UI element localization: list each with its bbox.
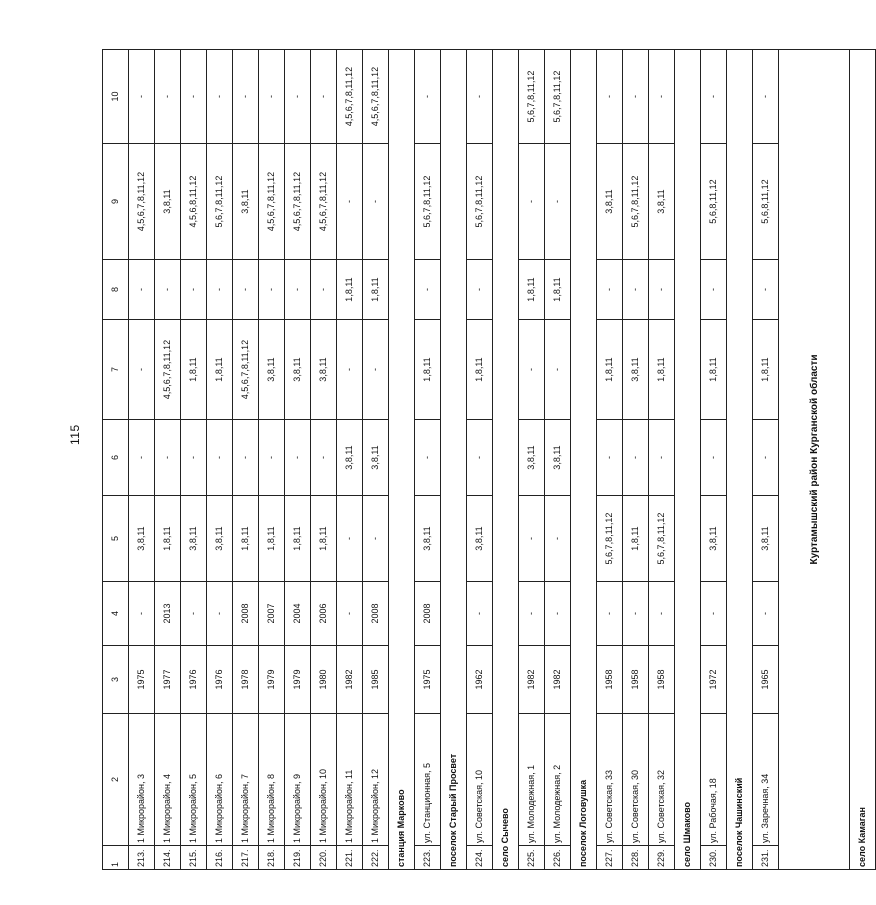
row-number: 226.	[545, 846, 571, 870]
table-cell: 4,5,6,7,8,11,12	[337, 50, 363, 144]
row-number: 230.	[701, 846, 727, 870]
table-cell: 2007	[259, 582, 285, 646]
table-cell: 1,8,11	[233, 496, 259, 582]
table-cell: -	[545, 144, 571, 260]
row-number: 231.	[753, 846, 779, 870]
table-cell: 1977	[155, 646, 181, 714]
table-cell: 1982	[519, 646, 545, 714]
table-cell: 2008	[415, 582, 441, 646]
table-cell: -	[155, 420, 181, 496]
table-cell: 5,6,7,8,11,12	[597, 496, 623, 582]
table-cell: -	[311, 260, 337, 320]
table-row	[363, 50, 389, 870]
section-label: село Сычево	[493, 50, 519, 870]
address-cell: 1 Микрорайон, 3	[129, 714, 155, 846]
table-cell: -	[207, 50, 233, 144]
table-cell: -	[701, 260, 727, 320]
row-number: 223.	[415, 846, 441, 870]
address-cell: ул. Советская, 32	[649, 714, 675, 846]
table-cell: -	[259, 260, 285, 320]
table-cell: -	[129, 260, 155, 320]
table-cell: 1,8,11	[311, 496, 337, 582]
table-cell: -	[545, 320, 571, 420]
address-cell: 1 Микрорайон, 4	[155, 714, 181, 846]
table-row	[311, 50, 337, 870]
table-cell: -	[415, 260, 441, 320]
section-label: село Шмаково	[675, 50, 701, 870]
table-cell: 1,8,11	[649, 320, 675, 420]
table-cell: -	[753, 260, 779, 320]
table-row	[597, 50, 623, 870]
table-cell: 4,5,6,7,8,11,12	[285, 144, 311, 260]
address-cell: ул. Советская, 30	[623, 714, 649, 846]
table-cell: -	[649, 50, 675, 144]
table-cell: 1,8,11	[259, 496, 285, 582]
section-row	[389, 50, 415, 870]
table-row	[753, 50, 779, 870]
table-cell: 1958	[623, 646, 649, 714]
table-cell: -	[233, 260, 259, 320]
table-cell: 3,8,11	[311, 320, 337, 420]
column-header: 10	[103, 50, 129, 144]
table-cell: -	[207, 582, 233, 646]
table-cell: 5,6,7,8,11,12	[623, 144, 649, 260]
region-label: Куртамышский район Курганской области	[779, 50, 850, 870]
table-cell: 2006	[311, 582, 337, 646]
row-number: 227.	[597, 846, 623, 870]
table-cell: -	[623, 50, 649, 144]
column-header: 4	[103, 582, 129, 646]
table-cell: -	[415, 420, 441, 496]
table-cell: 2004	[285, 582, 311, 646]
section-label: поселок Старый Просвет	[441, 50, 467, 870]
row-number: 219.	[285, 846, 311, 870]
table-cell: 4,5,6,7,8,11,12	[259, 144, 285, 260]
table-cell: 3,8,11	[155, 144, 181, 260]
address-cell: ул. Заречная, 34	[753, 714, 779, 846]
table-cell: 1,8,11	[545, 260, 571, 320]
table-cell: -	[415, 50, 441, 144]
table-cell: -	[155, 260, 181, 320]
table-cell: 4,5,6,7,8,11,12	[363, 50, 389, 144]
table-cell: -	[597, 582, 623, 646]
section-row	[441, 50, 467, 870]
table-cell: 4,5,6,7,8,11,12	[155, 320, 181, 420]
table-cell: -	[129, 50, 155, 144]
table-cell: -	[285, 50, 311, 144]
table-cell: 1975	[415, 646, 441, 714]
table-cell: 1965	[753, 646, 779, 714]
page-number: 115	[68, 424, 82, 445]
table-cell: -	[597, 260, 623, 320]
table-cell: 1,8,11	[467, 320, 493, 420]
table-cell: 1958	[597, 646, 623, 714]
table-cell: 1,8,11	[753, 320, 779, 420]
section-label: поселок Чашинский	[727, 50, 753, 870]
row-number: 218.	[259, 846, 285, 870]
section-row	[493, 50, 519, 870]
section-label: село Камаган	[850, 50, 876, 870]
row-number: 216.	[207, 846, 233, 870]
column-header: 8	[103, 260, 129, 320]
table-cell: -	[519, 320, 545, 420]
table-row	[181, 50, 207, 870]
column-header: 5	[103, 496, 129, 582]
table-row	[233, 50, 259, 870]
table-cell: -	[467, 420, 493, 496]
table-header-row	[103, 50, 129, 870]
table-row	[129, 50, 155, 870]
table-cell: 5,6,8,11,12	[753, 144, 779, 260]
table-cell: 1958	[649, 646, 675, 714]
table-cell: -	[467, 582, 493, 646]
table-cell: 3,8,11	[597, 144, 623, 260]
table-cell: -	[337, 582, 363, 646]
column-header: 1	[103, 846, 129, 870]
table-cell: 1979	[285, 646, 311, 714]
table-cell: 1,8,11	[519, 260, 545, 320]
table-cell: 3,8,11	[649, 144, 675, 260]
table-row	[285, 50, 311, 870]
table-cell: 4,5,6,8,11,12	[181, 144, 207, 260]
address-cell: 1 Микрорайон, 10	[311, 714, 337, 846]
table-cell: -	[363, 144, 389, 260]
table-cell: -	[311, 50, 337, 144]
table-cell: -	[259, 50, 285, 144]
table-cell: 1962	[467, 646, 493, 714]
table-cell: -	[597, 420, 623, 496]
table-cell: -	[649, 582, 675, 646]
table-cell: -	[753, 420, 779, 496]
address-cell: ул. Советская, 10	[467, 714, 493, 846]
table-cell: 3,8,11	[337, 420, 363, 496]
table-cell: 1,8,11	[623, 496, 649, 582]
column-header: 7	[103, 320, 129, 420]
table-cell: -	[519, 496, 545, 582]
table-cell: -	[311, 420, 337, 496]
rotated-table-container	[102, 50, 867, 870]
address-cell: 1 Микрорайон, 6	[207, 714, 233, 846]
table-cell: -	[129, 320, 155, 420]
table-cell: 2013	[155, 582, 181, 646]
table-cell: 5,6,7,8,11,12	[207, 144, 233, 260]
table-cell: -	[545, 582, 571, 646]
table-cell: 1972	[701, 646, 727, 714]
table-cell: -	[701, 50, 727, 144]
address-cell: ул. Станционная, 5	[415, 714, 441, 846]
table-cell: 1975	[129, 646, 155, 714]
table-cell: 3,8,11	[753, 496, 779, 582]
table-row	[623, 50, 649, 870]
section-row	[675, 50, 701, 870]
table-cell: 3,8,11	[207, 496, 233, 582]
table-cell: -	[753, 582, 779, 646]
table-cell: 3,8,11	[623, 320, 649, 420]
row-number: 229.	[649, 846, 675, 870]
table-cell: 1982	[337, 646, 363, 714]
table-cell: 4,5,6,7,8,11,12	[233, 320, 259, 420]
table-cell: 5,6,7,8,11,12	[467, 144, 493, 260]
table-cell: -	[181, 260, 207, 320]
row-number: 215.	[181, 846, 207, 870]
table-row	[337, 50, 363, 870]
table-cell: -	[337, 144, 363, 260]
table-row	[259, 50, 285, 870]
table-row	[415, 50, 441, 870]
table-cell: 4,5,6,7,8,11,12	[311, 144, 337, 260]
address-cell: 1 Микрорайон, 7	[233, 714, 259, 846]
table-cell: 5,6,7,8,11,12	[415, 144, 441, 260]
table-cell: -	[597, 50, 623, 144]
table-cell: -	[207, 260, 233, 320]
row-number: 221.	[337, 846, 363, 870]
address-cell: 1 Микрорайон, 11	[337, 714, 363, 846]
table-cell: 3,8,11	[519, 420, 545, 496]
table-cell: 1,8,11	[415, 320, 441, 420]
table-cell: -	[285, 260, 311, 320]
table-cell: -	[181, 420, 207, 496]
row-number: 213.	[129, 846, 155, 870]
table-cell: 3,8,11	[467, 496, 493, 582]
table-cell: -	[363, 496, 389, 582]
section-label: станция Марково	[389, 50, 415, 870]
table-cell: -	[649, 420, 675, 496]
table-cell: -	[623, 582, 649, 646]
table-row	[467, 50, 493, 870]
table-cell: -	[129, 582, 155, 646]
table-cell: -	[649, 260, 675, 320]
row-number: 222.	[363, 846, 389, 870]
address-cell: ул. Советская, 33	[597, 714, 623, 846]
row-number: 214.	[155, 846, 181, 870]
table-row	[545, 50, 571, 870]
table-cell: 5,6,7,8,11,12	[519, 50, 545, 144]
address-cell: ул. Молодежная, 2	[545, 714, 571, 846]
address-cell: 1 Микрорайон, 8	[259, 714, 285, 846]
table-cell: 1,8,11	[181, 320, 207, 420]
table-cell: 3,8,11	[545, 420, 571, 496]
table-cell: -	[181, 50, 207, 144]
table-cell: -	[519, 582, 545, 646]
table-cell: -	[129, 420, 155, 496]
table-row	[207, 50, 233, 870]
column-header: 9	[103, 144, 129, 260]
table-cell: 5,6,7,8,11,12	[649, 496, 675, 582]
table-cell: -	[519, 144, 545, 260]
table-cell: 1982	[545, 646, 571, 714]
section-row	[571, 50, 597, 870]
table-cell: 1,8,11	[363, 260, 389, 320]
column-header: 3	[103, 646, 129, 714]
table-cell: 1976	[207, 646, 233, 714]
row-number: 225.	[519, 846, 545, 870]
table-cell: -	[285, 420, 311, 496]
table-cell: 1,8,11	[207, 320, 233, 420]
table-cell: -	[337, 320, 363, 420]
address-cell: 1 Микрорайон, 12	[363, 714, 389, 846]
row-number: 224.	[467, 846, 493, 870]
column-header: 2	[103, 714, 129, 846]
table-cell: -	[155, 50, 181, 144]
buildings-table	[102, 49, 876, 870]
table-cell: 3,8,11	[129, 496, 155, 582]
table-cell: 5,6,8,11,12	[701, 144, 727, 260]
table-cell: -	[233, 50, 259, 144]
row-number: 228.	[623, 846, 649, 870]
table-cell: 1,8,11	[597, 320, 623, 420]
section-row	[727, 50, 753, 870]
section-label: поселок Логовушка	[571, 50, 597, 870]
table-cell: 3,8,11	[701, 496, 727, 582]
table-cell: -	[467, 50, 493, 144]
table-cell: 1985	[363, 646, 389, 714]
table-cell: -	[753, 50, 779, 144]
table-cell: 3,8,11	[259, 320, 285, 420]
address-cell: 1 Микрорайон, 5	[181, 714, 207, 846]
table-cell: -	[623, 420, 649, 496]
section-row	[850, 50, 876, 870]
row-number: 217.	[233, 846, 259, 870]
table-cell: 1,8,11	[155, 496, 181, 582]
address-cell: ул. Рабочая, 18	[701, 714, 727, 846]
table-cell: 2008	[363, 582, 389, 646]
table-cell: 1980	[311, 646, 337, 714]
table-cell: -	[207, 420, 233, 496]
table-cell: -	[259, 420, 285, 496]
table-cell: 1979	[259, 646, 285, 714]
table-row	[519, 50, 545, 870]
table-cell: 3,8,11	[363, 420, 389, 496]
table-cell: -	[233, 420, 259, 496]
table-cell: -	[181, 582, 207, 646]
table-cell: 2008	[233, 582, 259, 646]
table-cell: -	[363, 320, 389, 420]
table-cell: 3,8,11	[285, 320, 311, 420]
table-cell: 1,8,11	[285, 496, 311, 582]
table-cell: 3,8,11	[181, 496, 207, 582]
table-row	[649, 50, 675, 870]
table-cell: 5,6,7,8,11,12	[545, 50, 571, 144]
table-cell: -	[467, 260, 493, 320]
region-row	[779, 50, 850, 870]
table-cell: -	[701, 582, 727, 646]
table-cell: 1,8,11	[337, 260, 363, 320]
table-cell: 1976	[181, 646, 207, 714]
address-cell: 1 Микрорайон, 9	[285, 714, 311, 846]
table-cell: -	[701, 420, 727, 496]
row-number: 220.	[311, 846, 337, 870]
table-cell: 3,8,11	[415, 496, 441, 582]
table-cell: 1,8,11	[701, 320, 727, 420]
table-cell: 3,8,11	[233, 144, 259, 260]
table-cell: -	[337, 496, 363, 582]
address-cell: ул. Молодежная, 1	[519, 714, 545, 846]
table-cell: 4,5,6,7,8,11,12	[129, 144, 155, 260]
table-cell: 1978	[233, 646, 259, 714]
table-cell: -	[623, 260, 649, 320]
table-row	[701, 50, 727, 870]
table-cell: -	[545, 496, 571, 582]
column-header: 6	[103, 420, 129, 496]
table-row	[155, 50, 181, 870]
